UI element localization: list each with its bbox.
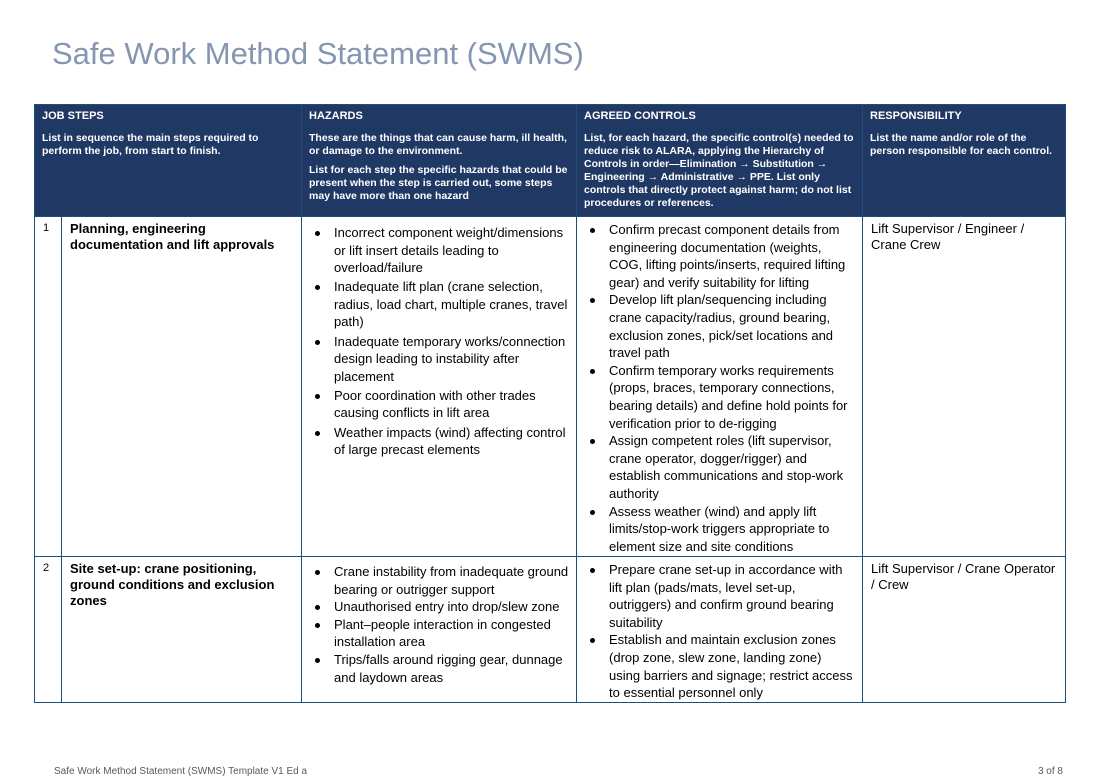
header-description: These are the things that can cause harm, ill health, or damage to the environment. — [309, 132, 567, 157]
header-title: HAZARDS — [309, 110, 363, 122]
header-title: AGREED CONTROLS — [584, 110, 696, 122]
hazards-list — [308, 563, 570, 686]
header-hazards — [302, 105, 577, 217]
responsibility-cell: Lift Supervisor / Engineer / Crane Crew — [863, 217, 1066, 557]
swms-table — [34, 104, 1066, 703]
table-header-row — [35, 105, 1066, 217]
page-title: Safe Work Method Statement (SWMS) — [52, 36, 584, 71]
step-description: Site set-up: crane positioning, ground conditions and exclusion zones — [62, 557, 302, 703]
hazards-list — [308, 224, 570, 459]
list-item: Unauthorised entry into drop/slew zone — [334, 598, 570, 616]
list-item: Assess weather (wind) and apply lift limits/stop-work triggers appropriate to element size and site conditions — [609, 503, 856, 556]
responsibility-cell: Lift Supervisor / Crane Operator / Crew — [863, 557, 1066, 703]
list-item: Establish and maintain exclusion zones (drop zone, slew zone, landing zone) using barriers and signage; restrict access to essential personnel only — [609, 631, 856, 701]
header-job-steps — [35, 105, 302, 217]
list-item: Prepare crane set-up in accordance with lift plan (pads/mats, level set-up, outriggers) and confirm ground bearing suitability — [609, 561, 856, 631]
list-item: Confirm precast component details from engineering documentation (weights, COG, lifting points/inserts, required lifting gear) and verify suitability for lifting — [609, 221, 856, 291]
list-item: Poor coordination with other trades causing conflicts in lift area — [334, 387, 570, 422]
header-description: List in sequence the main steps required to perform the job, from start to finish. — [42, 132, 259, 157]
footer-page-number: 3 of 8 — [1037, 766, 1063, 777]
footer-document-name: Safe Work Method Statement (SWMS) Template V1 Ed a — [54, 766, 308, 777]
list-item: Plant–people interaction in congested installation area — [334, 616, 570, 651]
list-item: Incorrect component weight/dimensions or lift insert details leading to overload/failure — [334, 224, 570, 277]
step-description: Planning, engineering documentation and lift approvals — [62, 217, 302, 557]
hazards-cell — [302, 217, 577, 557]
list-item: Trips/falls around rigging gear, dunnage and laydown areas — [334, 651, 570, 686]
list-item: Crane instability from inadequate ground bearing or outrigger support — [334, 564, 569, 597]
hazards-cell — [302, 557, 577, 703]
step-number: 1 — [35, 217, 62, 557]
controls-list — [583, 221, 856, 555]
table-row — [35, 217, 1066, 557]
list-item: Inadequate temporary works/connection design leading to instability after placement — [334, 333, 570, 386]
header-agreed-controls — [577, 105, 863, 217]
list-item: Develop lift plan/sequencing including crane capacity/radius, ground bearing, exclusion zones, pick/set locations and travel path — [609, 291, 856, 361]
controls-cell — [577, 217, 863, 557]
header-description: List, for each hazard, the specific control(s) needed to reduce risk to ALARA, applying the Hierarchy of Controls in order—Elimination → Substitution → Engineering → Administrative → PPE. List only controls that directly protect against harm; do not list procedures or references. — [584, 132, 854, 209]
header-title: JOB STEPS — [42, 110, 104, 122]
list-item: Weather impacts (wind) affecting control of large precast elements — [334, 424, 570, 459]
step-number: 2 — [35, 557, 62, 703]
header-description-extra: List for each step the specific hazards that could be present when the step is carried out, some steps may have more than one hazard — [309, 164, 568, 202]
header-responsibility — [863, 105, 1066, 217]
header-title: RESPONSIBILITY — [870, 110, 962, 122]
list-item: Confirm temporary works requirements (props, braces, temporary connections, bearing details) and define hold points for verification prior to de-rigging — [609, 362, 856, 432]
list-item: Inadequate lift plan (crane selection, radius, load chart, multiple cranes, travel path) — [334, 278, 570, 331]
header-description: List the name and/or role of the person responsible for each control. — [870, 132, 1053, 157]
controls-cell — [577, 557, 863, 703]
controls-list — [583, 561, 856, 702]
list-item: Assign competent roles (lift supervisor, crane operator, dogger/rigger) and establish communications and stop-work authority — [609, 432, 856, 502]
table-row — [35, 557, 1066, 703]
